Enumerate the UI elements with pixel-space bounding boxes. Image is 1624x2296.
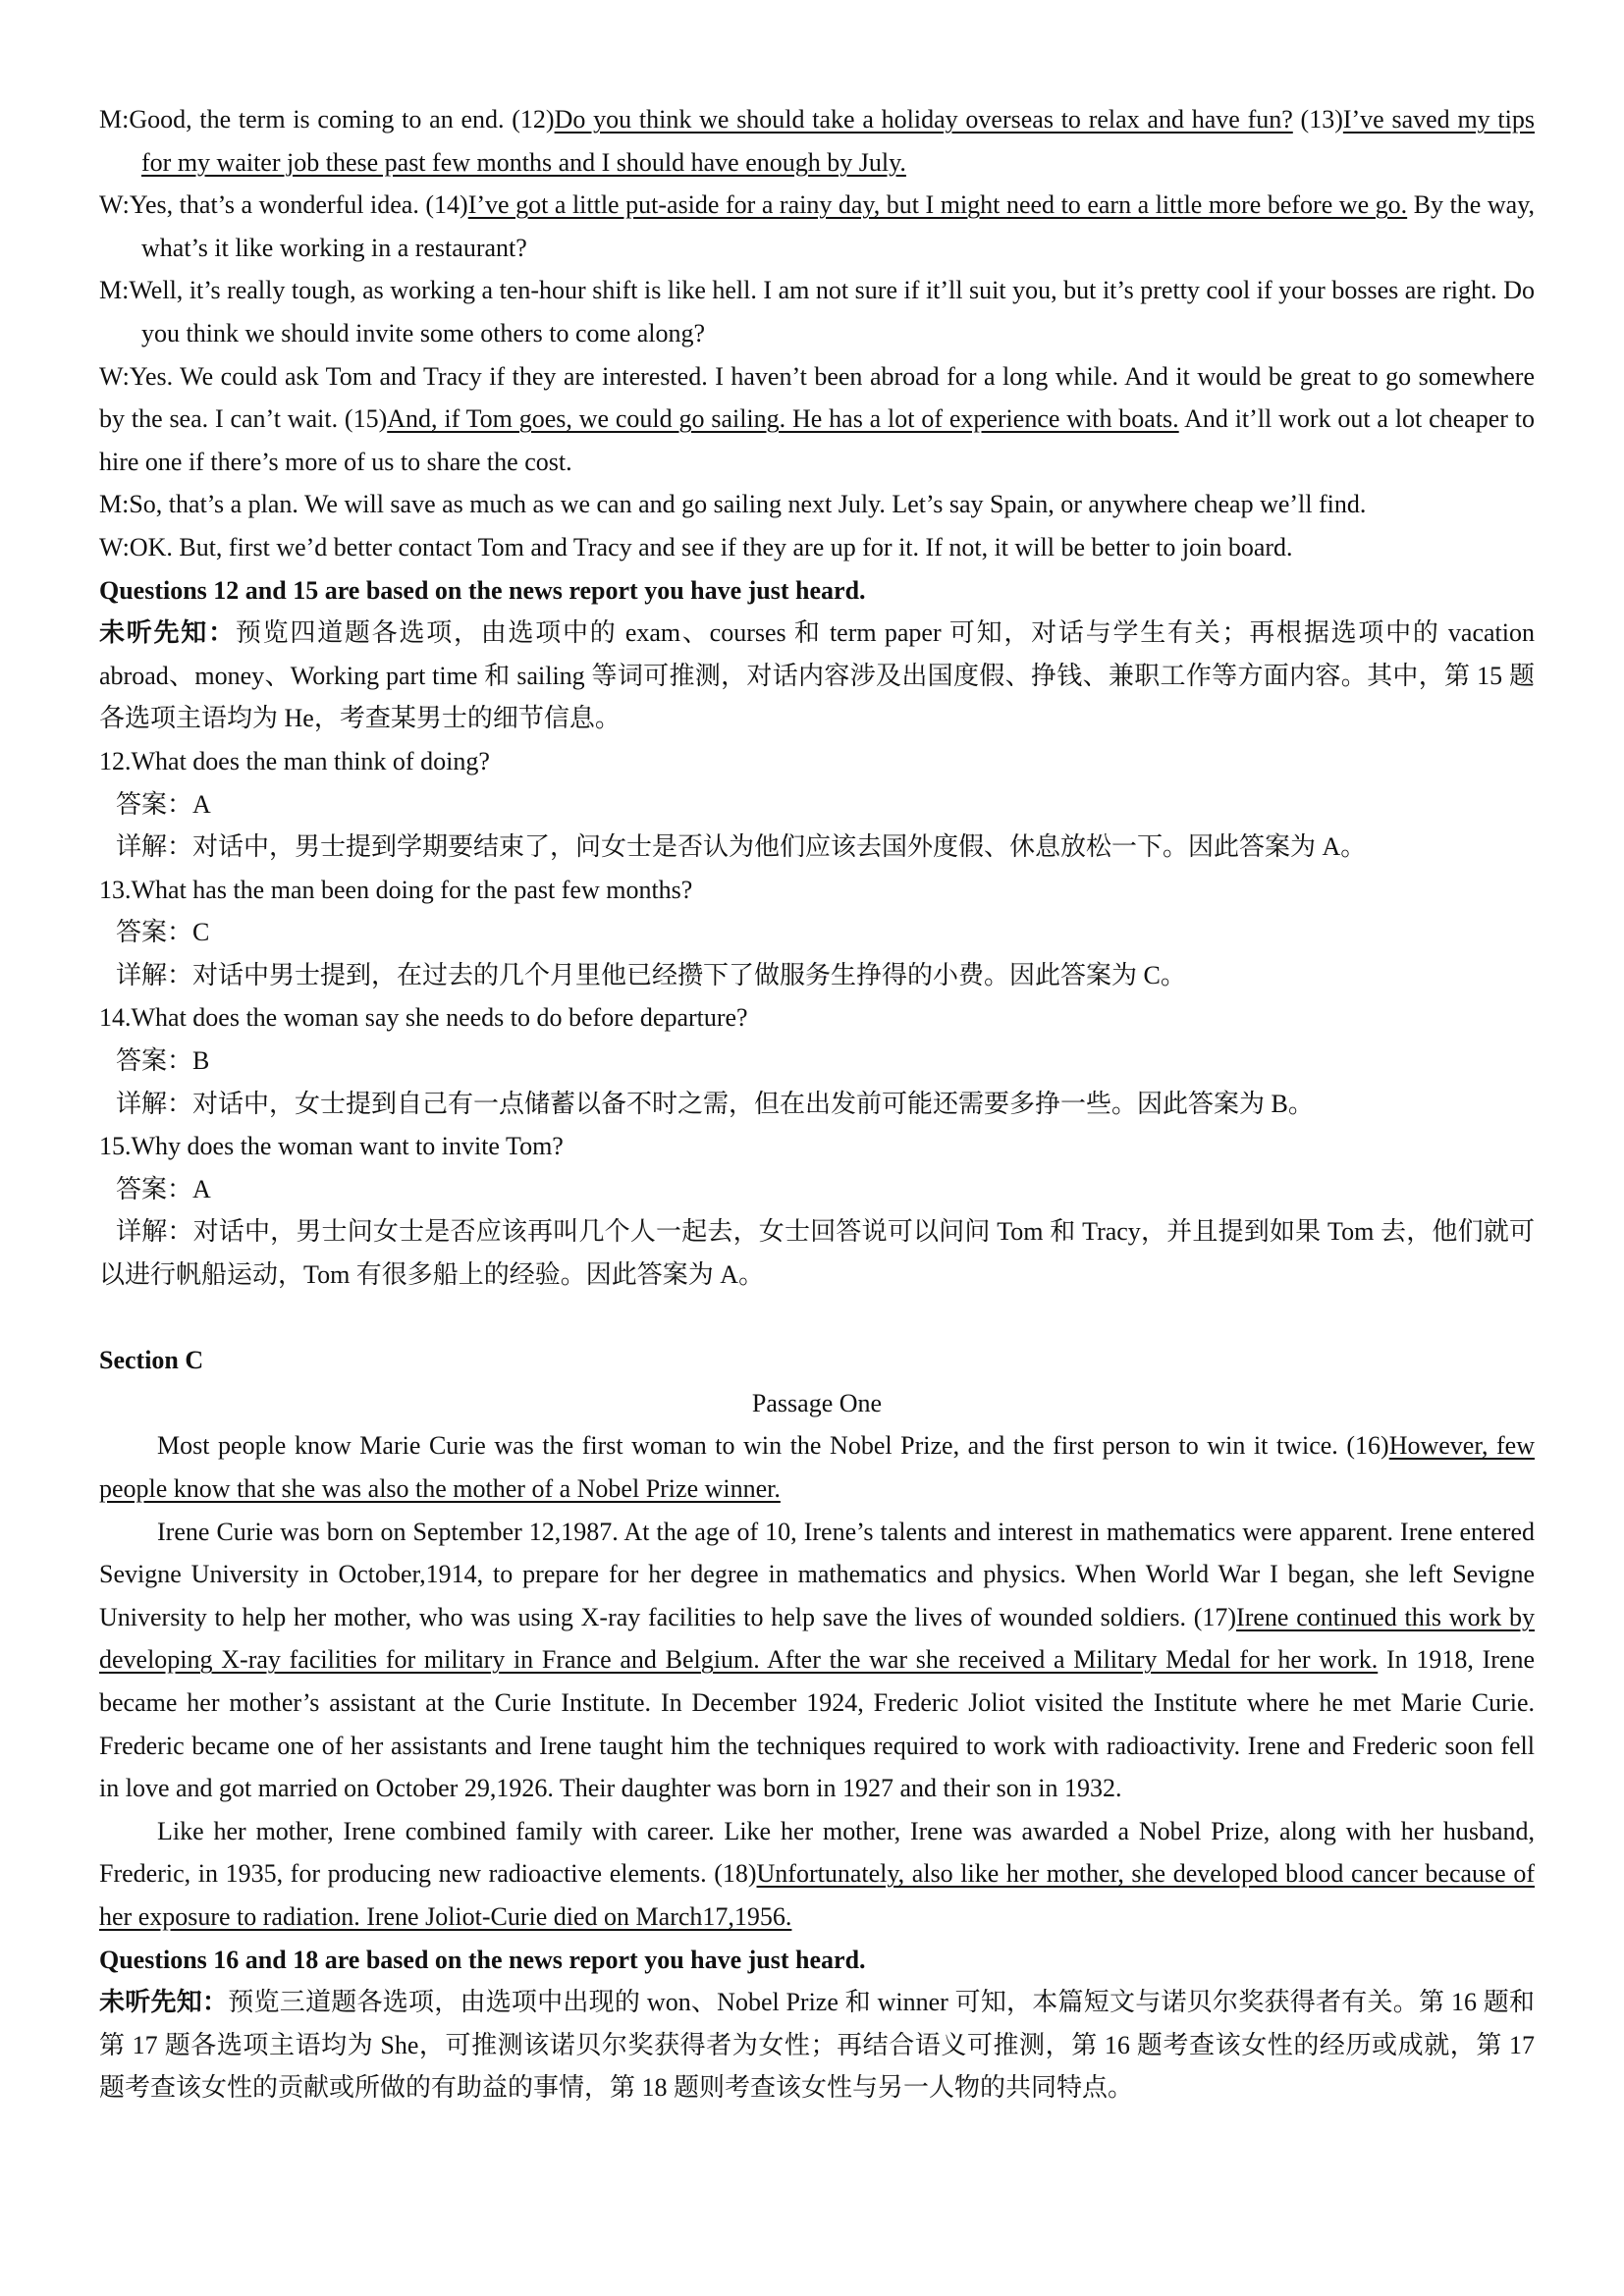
dialogue-text: By the way, what’s it like working in a restaurant? [141, 190, 1536, 262]
explanation-line [99, 1210, 1535, 1296]
dialogue-text: OK. But, first we’d better contact Tom and Tracy and see if they are up for it. If not, it will be better to join board. [129, 532, 1293, 561]
answer-label: 答案： [116, 789, 193, 819]
dialogue-text: Well, it’s really tough, as working a ten-hour shift is like hell. I am not sure if it’ll suit you, but it’s pretty cool if your bosses are right. Do you think we should invite some others to come along? [129, 276, 1535, 347]
underlined-key-sentence: Irene continued this work by developing X-ray facilities for military in France and Belgium. After the war she received a Military Medal for her work. [99, 1602, 1535, 1675]
dialogue-text: Good, the term is coming to an end. (12) [129, 105, 555, 133]
dialogue-transcript [99, 98, 1535, 569]
answer-value: B [192, 1046, 210, 1076]
document-page [99, 98, 1535, 2109]
explanation-line [99, 954, 1535, 997]
passage-title: Passage One [751, 1388, 883, 1417]
question-item [99, 740, 1535, 869]
question-text: 14.What does the woman say she needs to do before departure? [99, 1003, 748, 1033]
preview-label: 未听先知： [99, 618, 236, 648]
question-text: 12.What does the man think of doing? [99, 746, 490, 775]
explanation-text: 对话中，男士问女士是否应该再叫几个人一起去，女士回答说可以问问 Tom 和 Tracy，并且提到如果 Tom 去，他们就可以进行帆船运动，Tom 有很多船上的经验。因此答案为 A。 [99, 1217, 1535, 1290]
question-text: 15.Why does the woman want to invite Tom? [99, 1132, 564, 1161]
preview-text: 预览四道题各选项，由选项中的 exam、courses 和 term paper 可知，对话与学生有关；再根据选项中的 vacation abroad、money、Working part time 和 sailing 等词可推测，对话内容涉及出国度假、挣钱、兼职工作等方面内容。其中，第 15 题各选项主语均为 He，考查某男士的细节信息。 [99, 618, 1535, 733]
explanation-label: 详解： [116, 1217, 193, 1247]
dialogue-line [99, 269, 1535, 354]
explanation-text: 对话中，男士提到学期要结束了，问女士是否认为他们应该去国外度假、休息放松一下。因此答案为 A。 [192, 832, 1367, 862]
preview-note [99, 612, 1535, 740]
explanation-line [99, 1083, 1535, 1126]
questions-12-15 [99, 569, 1535, 1297]
answer-value: C [192, 918, 210, 947]
questions-heading: Questions 16 and 18 are based on the news report you have just heard. [99, 1945, 866, 1974]
underlined-key-sentence: Unfortunately, also like her mother, she developed blood cancer because of her exposure to radiation. Irene Joliot-Curie died on March17,1956. [99, 1859, 1535, 1931]
passage-text: Irene Curie was born on September 12,1987. At the age of 10, Irene’s talents and interest in mathematics were apparent. Irene entered Sevigne University in October,1914, to prepare for her degree in mathematics and physics. When World War I began, she left Sevigne University to help her mother, who was using X-ray facilities to help save the lives of wounded soldiers. (17) [99, 1517, 1535, 1631]
answer-value: A [192, 1174, 211, 1203]
dialogue-text: Yes. We could ask Tom and Tracy if they are interested. I haven’t been abroad for a long while. And it would be great to go somewhere by the sea. I can’t wait. (15) [99, 361, 1535, 434]
passage-paragraph [99, 1511, 1535, 1810]
underlined-key-sentence: And, if Tom goes, we could go sailing. He has a lot of experience with boats. [387, 404, 1179, 434]
answer-label: 答案： [116, 1174, 193, 1203]
speaker-label: W: [99, 532, 130, 561]
preview-label: 未听先知： [99, 1988, 229, 2017]
speaker-label: W: [99, 190, 130, 220]
explanation-label: 详解： [116, 832, 193, 862]
dialogue-text: (13) [1292, 105, 1343, 133]
passage-text: In 1918, Irene became her mother’s assistant at the Curie Institute. In December 1924, Frederic Joliot visited the Institute where he met Marie Curie. Frederic became one of her assistants and Irene taught him the techniques required to work with radioactivity. Irene and Frederic soon fell in love and got married on October 29,1926. Their daughter was born in 1927 and their son in 1932. [99, 1645, 1535, 1803]
explanation-line [99, 826, 1535, 869]
questions-heading: Questions 12 and 15 are based on the news report you have just heard. [99, 575, 866, 605]
answer-label: 答案： [116, 1046, 193, 1076]
explanation-label: 详解： [116, 960, 193, 989]
dialogue-line [99, 184, 1535, 269]
underlined-key-sentence: Do you think we should take a holiday overseas to relax and have fun? [554, 105, 1293, 133]
preview-text: 预览三道题各选项，由选项中出现的 won、Nobel Prize 和 winner 可知，本篇短文与诺贝尔奖获得者有关。第 16 题和第 17 题各选项主语均为 She，可推测该诺贝尔奖获得者为女性；再结合语义可推测，第 16 题考查该女性的经历或成就，第 17 题考查该女性的贡献或所做的有助益的事情，第 18 题则考查该女性与另一人物的共同特点。 [99, 1988, 1535, 2103]
dialogue-text: And it’ll work out a lot cheaper to hire one if there’s more of us to share the cost. [99, 404, 1535, 476]
answer-line [99, 783, 1535, 827]
answer-line [99, 911, 1535, 954]
dialogue-line [99, 355, 1535, 484]
passage-text: Like her mother, Irene combined family with career. Like her mother, Irene was awarded a Nobel Prize, along with her husband, Frederic, in 1935, for producing new radioactive elements. (18) [99, 1816, 1535, 1889]
dialogue-line [99, 483, 1535, 526]
question-text: 13.What has the man been doing for the past few months? [99, 875, 693, 904]
dialogue-text: Yes, that’s a wonderful idea. (14) [129, 190, 468, 220]
underlined-key-sentence: I’ve saved my tips for my waiter job these past few months and I should have enough by July. [141, 105, 1535, 177]
answer-line [99, 1040, 1535, 1083]
question-item [99, 1125, 1535, 1296]
answer-label: 答案： [116, 918, 193, 947]
passage-paragraph [99, 1810, 1535, 1939]
explanation-text: 对话中男士提到，在过去的几个月里他已经攒下了做服务生挣得的小费。因此答案为 C。 [192, 960, 1186, 989]
speaker-label: M: [99, 276, 130, 305]
preview-note [99, 1981, 1535, 2109]
explanation-text: 对话中，女士提到自己有一点储蓄以备不时之需，但在出发前可能还需要多挣一些。因此答案为 B。 [192, 1089, 1314, 1118]
passage-text: Most people know Marie Curie was the first woman to win the Nobel Prize, and the first person to win it twice. (16) [157, 1431, 1389, 1461]
question-item [99, 996, 1535, 1125]
dialogue-line [99, 98, 1535, 184]
passage-paragraph [99, 1424, 1535, 1510]
speaker-label: M: [99, 490, 130, 519]
answer-line [99, 1168, 1535, 1211]
explanation-label: 详解： [116, 1089, 193, 1118]
question-item [99, 869, 1535, 997]
answer-value: A [192, 789, 211, 819]
dialogue-line [99, 526, 1535, 569]
underlined-key-sentence: I’ve got a little put-aside for a rainy day, but I might need to earn a little more before we go. [467, 190, 1408, 220]
speaker-label: W: [99, 361, 130, 391]
blank-line [99, 1297, 1535, 1340]
dialogue-text: So, that’s a plan. We will save as much as we can and go sailing next July. Let’s say Spain, or anywhere cheap we’ll find. [129, 490, 1367, 519]
section-heading: Section C [99, 1346, 204, 1375]
underlined-key-sentence: However, few people know that she was also the mother of a Nobel Prize winner. [99, 1431, 1535, 1503]
speaker-label: M: [99, 105, 130, 133]
section-c [99, 1339, 1535, 2109]
